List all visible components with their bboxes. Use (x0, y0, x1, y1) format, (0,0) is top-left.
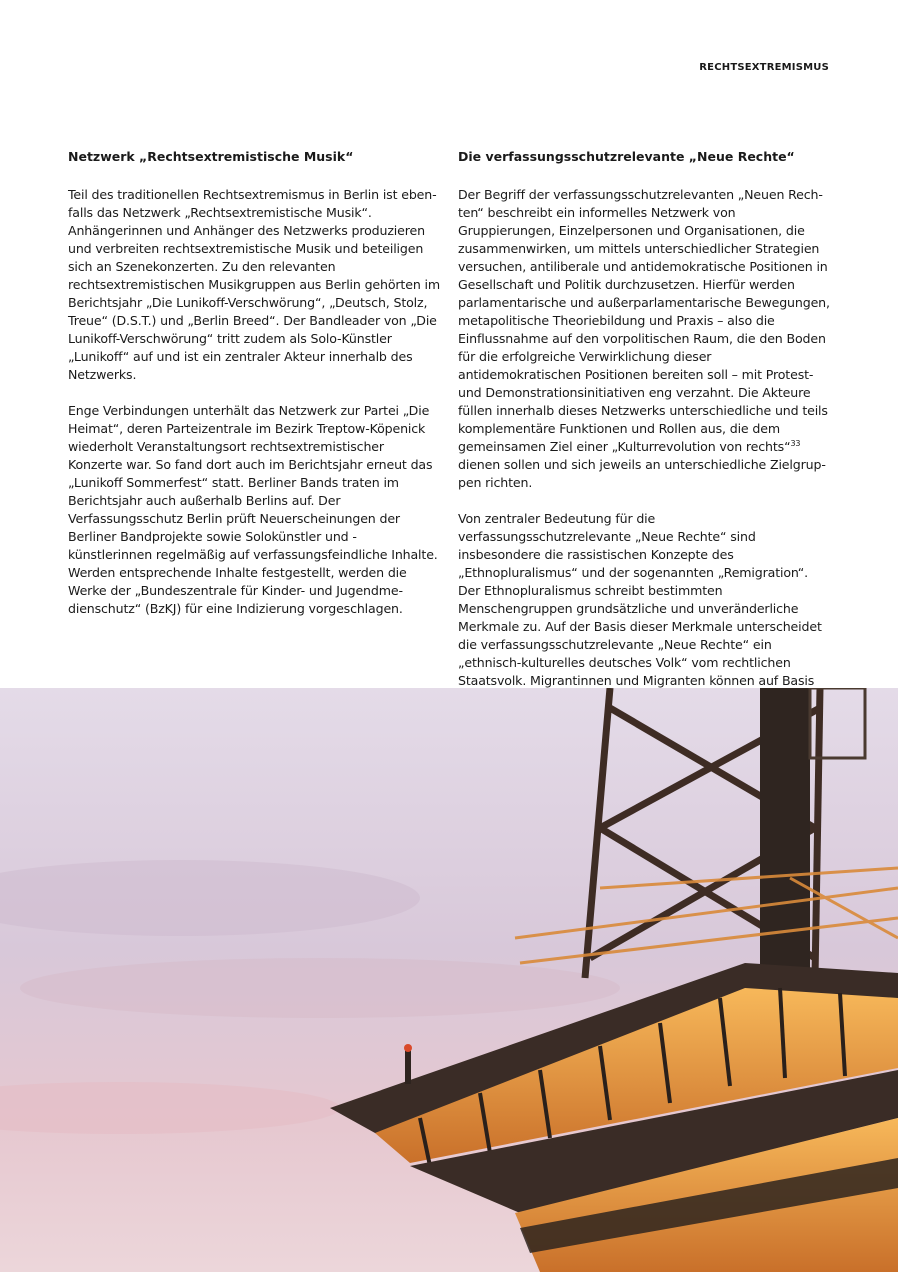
body-paragraph: Von zentraler Bedeutung für die verfassungsschutzrelevante „Neue Rechte“ sind insbesondere die rassistischen Konzepte des „Ethnopluralismus“ und der sogenannten „Remigration“. Der Ethnopluralismus schreibt bestimmten Menschengruppen grundsätzliche und unveränderliche Merkmale zu. Auf der Basis dieser Merkmale unterscheidet die verfassungsschutzrelevante „Neue Rechte“ ein „ethnisch-kulturelles deutsches Volk“ vom rechtlichen Staatsvolk. Migrantinnen und Migranten können auf Basis (458, 511, 822, 688)
right-column (458, 148, 830, 726)
left-column (68, 148, 440, 636)
footnote-reference[interactable]: 33 (790, 438, 801, 448)
body-paragraph (458, 186, 830, 492)
section-heading-music: Netzwerk „Rechtsextremistische Musik“ (68, 149, 354, 164)
radio-tower-photo (0, 688, 898, 1272)
body-paragraph: Enge Verbindungen unterhält das Netzwerk zur Partei „Die Heimat“, deren Parteizentrale im Bezirk Treptow-Köpenick wiederholt Veranstaltungsort rechtsextremistischer Konzerte war. So fand dort auch im Berichtsjahr erneut das „Lunikoff Sommerfest“ statt. Berliner Bands traten im Berichtsjahr auch außerhalb Berlins auf. Der Verfassungsschutz Berlin prüft Neuerscheinungen der Berliner Bandprojekte sowie Solokünstler und -künstlerinnen regelmäßig auf verfassungsfeindliche Inhalte. Werden entsprechende Inhalte festgestellt, werden die Werke der „Bundeszentrale für Kinder- und Jugendmedienschutz“ (BzKJ) für eine Indizierung vorgeschlagen. (68, 403, 438, 616)
cloud (20, 958, 620, 1018)
body-text: Der Begriff der verfassungsschutzrelevanten „Neuen Rechten“ beschreibt ein informelles Netzwerk von Gruppierungen, Einzelpersonen und Organisationen, die zusammenwirken, um mittels unterschiedlicher Strategien versuchen, antiliberale und antidemokratische Positionen in Gesellschaft und Politik durchzusetzen. Hierfür werden parlamentarische und außerparlamentarische Bewegungen, metapolitische Theoriebildung und Praxis – also die Einflussnahme auf den vorpolitischen Raum, die den Boden für die erfolgreiche Verwirklichung dieser antidemokratischen Positionen bereiten soll – mit Protest- und Demonstrationsinitiativen eng verzahnt. Die Akteure füllen innerhalb dieses Netzwerks unterschiedliche und teils komplementäre Funktionen und Rollen aus, die dem gemeinsamen Ziel einer „Kulturrevolution von rechts“ (458, 187, 830, 454)
body-text: dienen sollen und sich jeweils an unterschiedliche Zielgruppen richten. (458, 457, 826, 490)
section-heading-neue-rechte: Die verfassungsschutzrelevante „Neue Rechte“ (458, 149, 795, 164)
beacon-light (404, 1044, 412, 1052)
radio-tower-illustration (0, 688, 898, 1272)
running-head: RECHTSEXTREMISMUS (699, 62, 829, 73)
beacon (405, 1050, 411, 1084)
body-paragraph: Teil des traditionellen Rechtsextremismus in Berlin ist ebenfalls das Netzwerk „Rechtsextremistische Musik“. Anhängerinnen und Anhänger des Netzwerks produzieren und verbreiten rechtsextremistische Musik und beteiligen sich an Szenekonzerten. Zu den relevanten rechtsextremistischen Musikgruppen aus Berlin gehörten im Berichtsjahr „Die Lunikoff-Verschwörung“, „Deutsch, Stolz, Treue“ (D.S.T.) und „Berlin Breed“. Der Bandleader von „Die Lunikoff-Verschwörung“ tritt zudem als Solo-Künstler „Lunikoff“ auf und ist ein zentraler Akteur innerhalb des Netzwerks. (68, 187, 440, 382)
